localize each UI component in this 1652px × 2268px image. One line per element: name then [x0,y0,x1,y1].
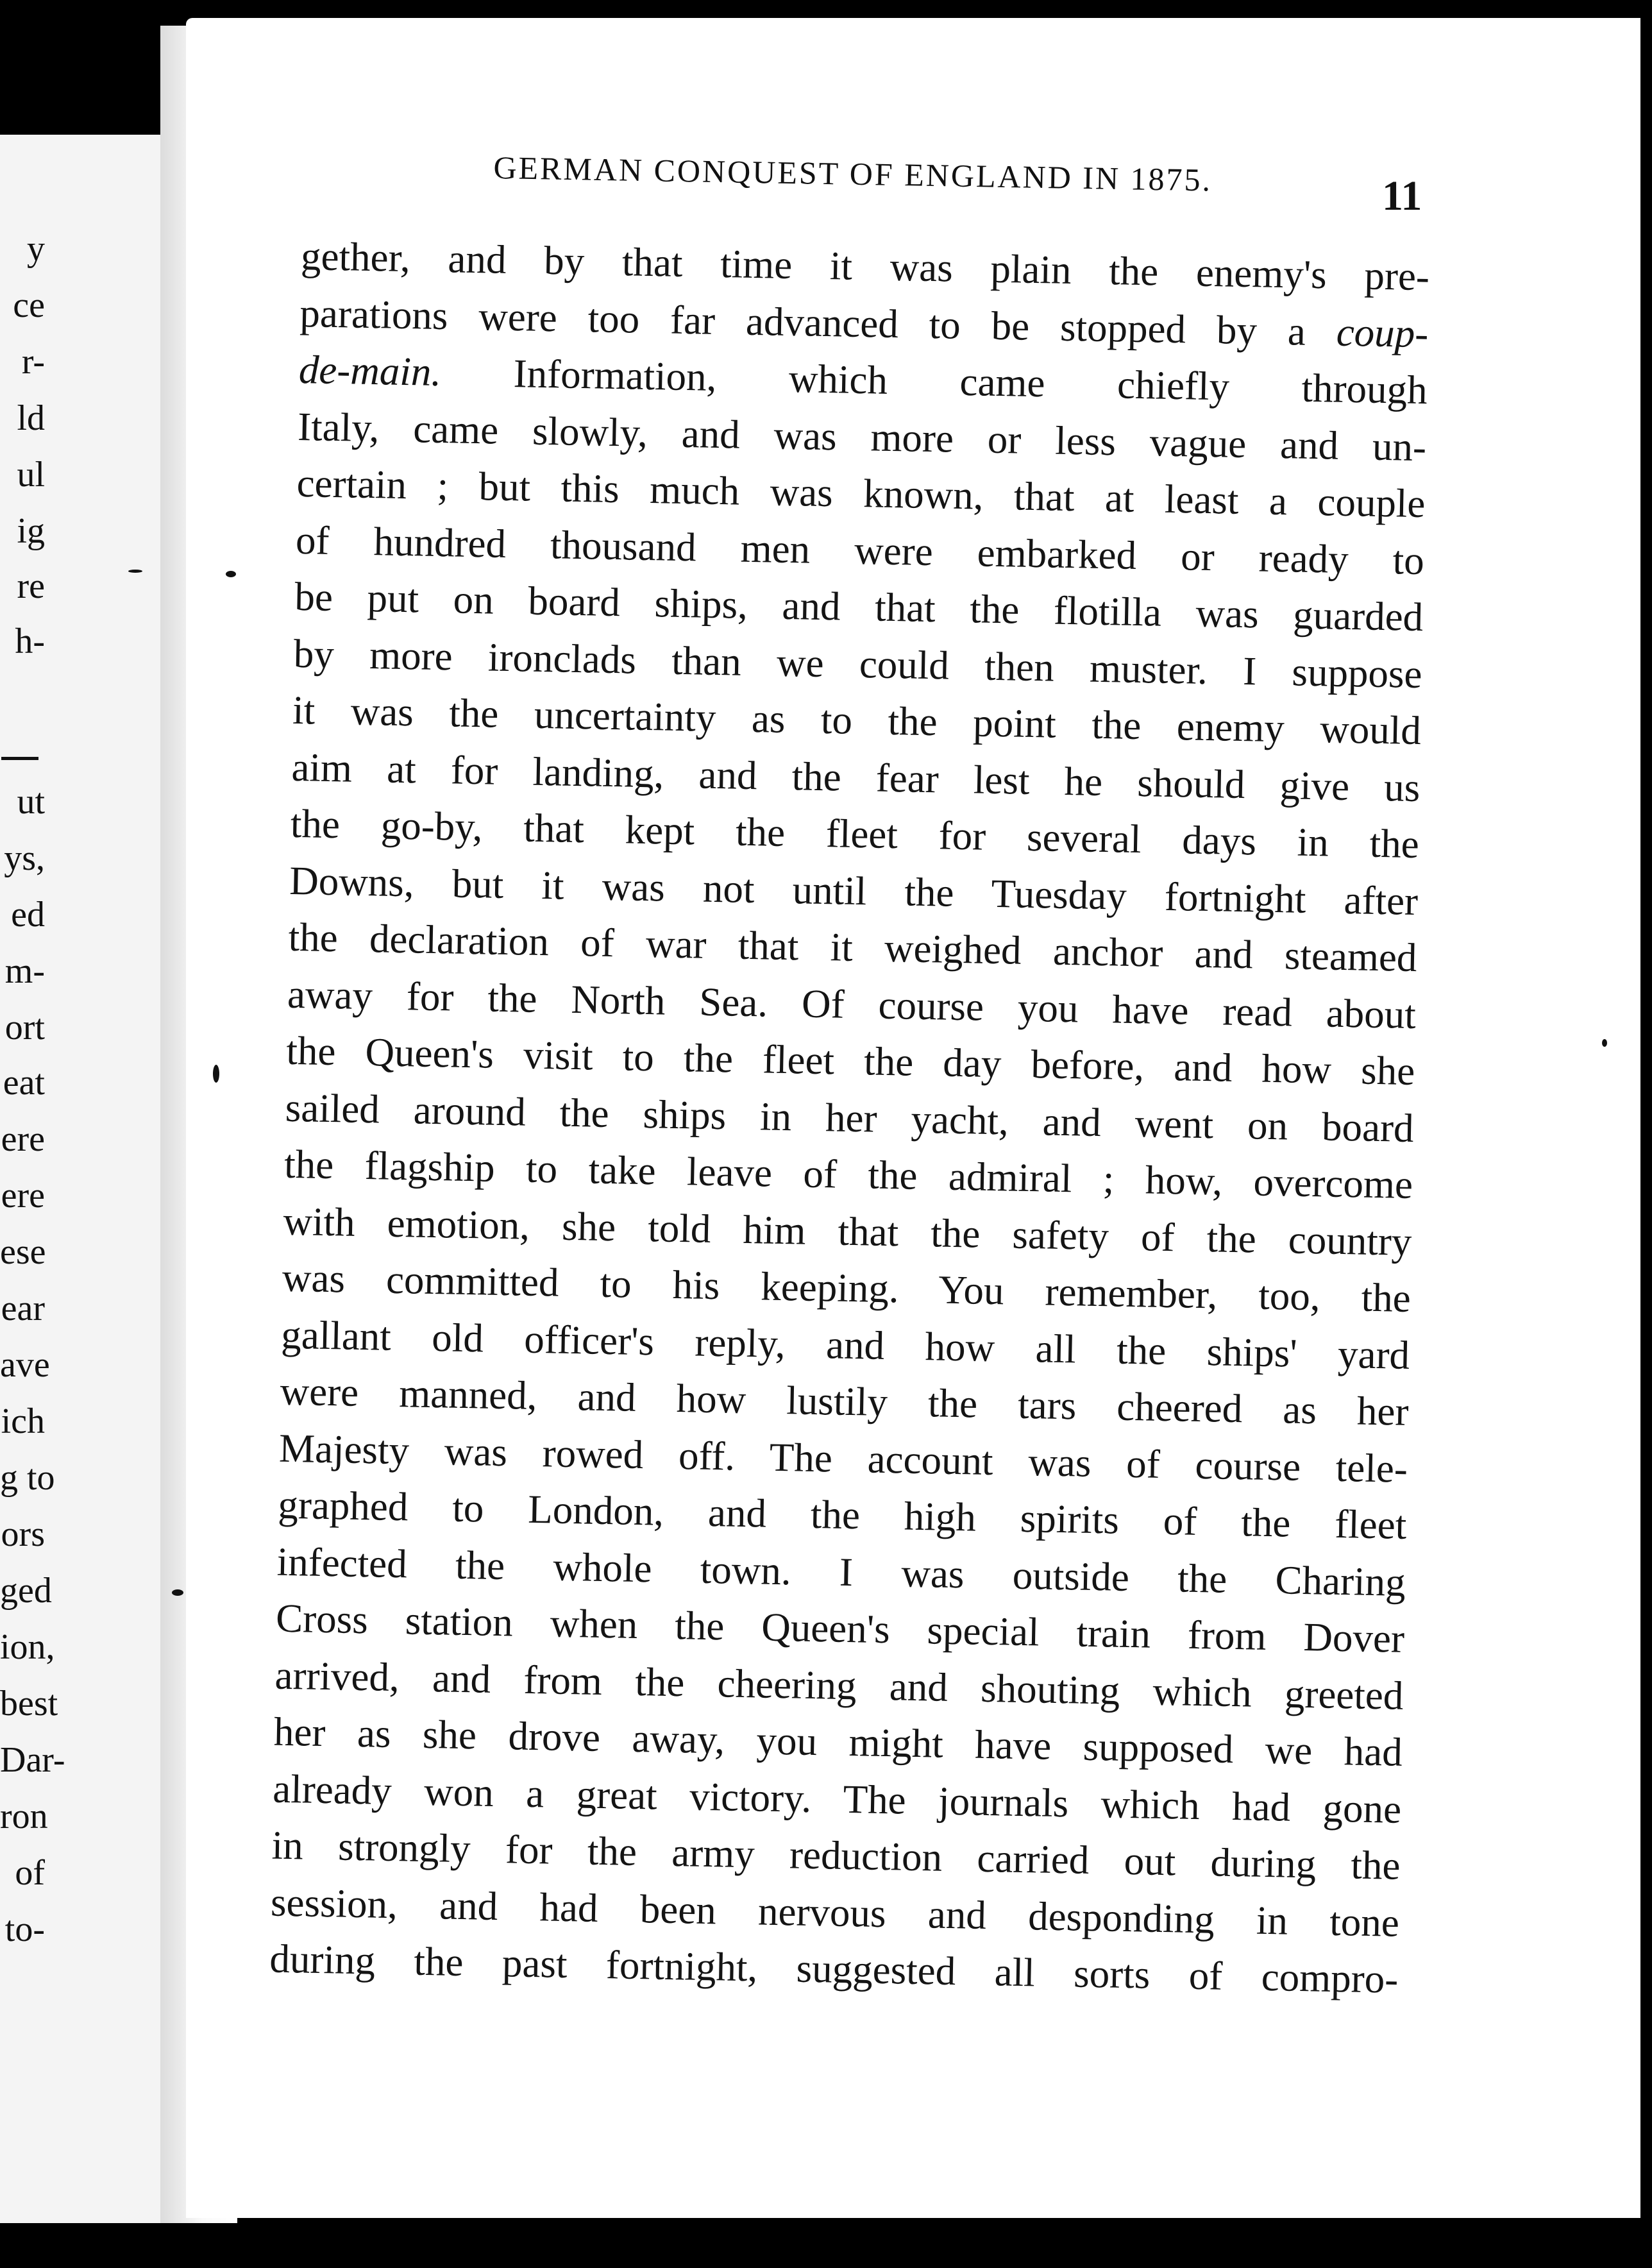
text-line: the declaration of war that it weighed anchor and steamed [288,914,1418,981]
scan-border-right [1640,0,1652,2268]
text-line: during the past fortnight, suggested all sorts of compro- [269,1936,1399,2002]
text-line: away for the North Sea. Of course you have read about [287,971,1417,1037]
text-line: gallant old officer's reply, and how all the ships' yard [280,1312,1410,1378]
text-line: Majesty was rowed off. The account was of course tele- [278,1425,1408,1491]
text-line: her as she drove away, you might have supposed we had [273,1709,1403,1775]
left-fragment: ere [1,1176,45,1215]
text-line: gether, and by that time it was plain the enemy's pre- [300,233,1430,300]
left-fragment: ors [1,1514,45,1554]
left-fragment: r- [21,342,45,382]
page-number: 11 [1382,173,1422,219]
text-line: aim at for landing, and the fear lest he should give us [291,744,1420,810]
text-line: arrived, and from the cheering and shouting which greeted [274,1652,1404,1718]
left-fragment: ear [1,1289,45,1328]
left-fragment: ere [1,1119,45,1159]
left-fragment: ed [11,895,45,935]
left-fragment: re [17,566,45,606]
text-line: Cross station when the Queen's special train from Dover [275,1595,1405,1661]
text-line: the flagship to take leave of the admiral ; how, overcome [283,1141,1413,1208]
text-line: was committed to his keeping. You remember, too, the [282,1255,1412,1321]
text-line: the Queen's visit to the fleet the day before, and how she [285,1028,1415,1094]
text-line: already won a great victory. The journals which had gone [272,1766,1402,1832]
left-fragment: ged [0,1571,52,1611]
text-line: with emotion, she told him that the safety of the country [282,1198,1412,1264]
left-fragment: ave [0,1345,50,1385]
running-head: GERMAN CONQUEST OF ENGLAND IN 1875. [493,149,1213,198]
left-page-text-fragments [0,0,160,2268]
left-fragment: ich [1,1401,45,1441]
text-line: certain ; but this much was known, that at least a couple [296,460,1426,527]
text-line: were manned, and how lustily the tars cheered as her [280,1368,1410,1434]
text-line: de-main. Information, which came chiefly through [298,346,1428,413]
text-line: the go-by, that kept the fleet for several days in the [290,800,1420,867]
left-fragment: ese [0,1232,46,1272]
left-fragment: m- [4,951,45,991]
text-line: of hundred thousand men were embarked or ready to [295,517,1425,583]
text-line: it was the uncertainty as to the point the enemy would [292,687,1422,754]
left-fragment: best [0,1684,58,1723]
scan-border-bottom [0,2223,1652,2268]
left-fragment: Dar- [0,1740,65,1780]
left-fragment: to- [4,1909,45,1949]
text-line: by more ironclads than we could then muster. I suppose [293,630,1423,697]
left-fragment: of [15,1853,45,1893]
text-line: session, and had been nervous and desponding in tone [270,1879,1400,1945]
left-fragment: ce [13,285,45,325]
left-fragment: ut [17,782,45,822]
left-page-rule [1,757,38,760]
left-fragment: y [27,229,45,269]
text-line: Downs, but it was not until the Tuesday fortnight after [289,858,1419,924]
left-fragment: ron [0,1797,48,1836]
scan-speck [128,570,142,573]
body-text [269,228,1430,2008]
text-line: in strongly for the army reduction carried out during the [271,1822,1401,1888]
text-line: Italy, came slowly, and was more or less vague and un- [297,403,1427,470]
left-fragment: ort [4,1008,45,1047]
left-fragment: ys, [4,838,45,878]
left-fragment: h- [15,622,45,661]
left-fragment: ld [17,398,45,438]
left-fragment: eat [3,1063,45,1103]
text-line: sailed around the ships in her yacht, and went on board [285,1085,1415,1151]
text-line: graphed to London, and the high spirits of the fleet [277,1482,1407,1548]
scan-speck [213,1065,219,1083]
text-line: be put on board ships, and that the flotilla was guarded [294,573,1424,640]
scan-speck [172,1589,183,1596]
text-line: infected the whole town. I was outside the Charing [276,1539,1406,1605]
left-fragment: g to [0,1458,55,1498]
italic-phrase: de-main. [298,346,442,395]
scan-speck [1602,1039,1607,1047]
left-fragment: ig [17,511,45,551]
left-fragment: ion, [0,1627,55,1667]
left-fragment: ul [17,455,45,495]
text-line: parations were too far advanced to be stopped by a coup- [299,290,1429,356]
scan-speck [226,571,236,577]
italic-phrase: coup- [1336,309,1429,356]
